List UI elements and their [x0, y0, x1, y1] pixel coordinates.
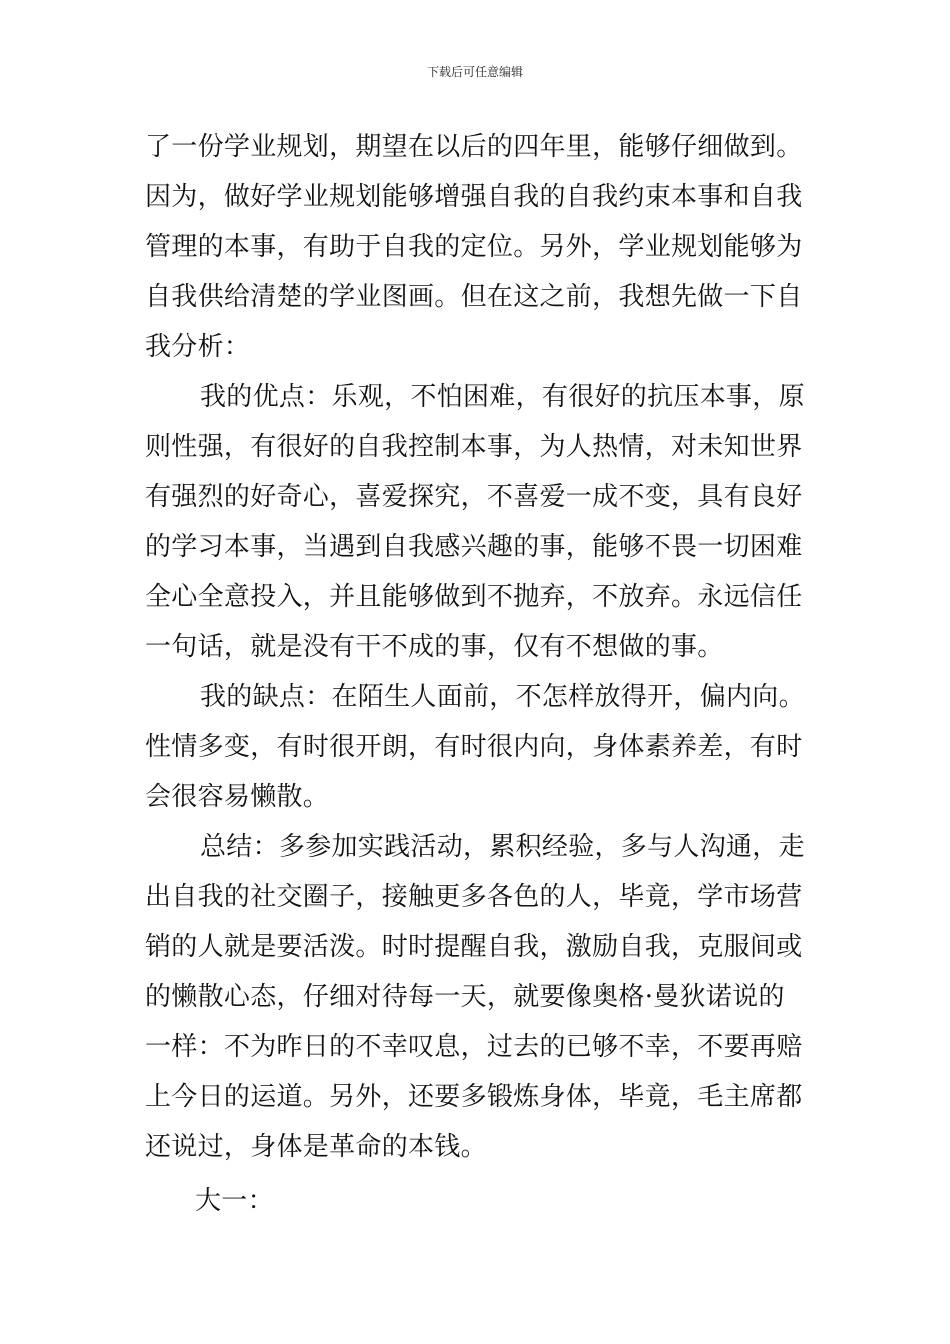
- text-line: 销的人就是要活泼。时时提醒自我，激励自我，克服间或: [145, 932, 803, 962]
- paragraph-strengths-start: 我的优点：乐观，不怕困难，有很好的抗压本事，原: [200, 382, 805, 412]
- paragraph-weaknesses-start: 我的缺点：在陌生人面前，不怎样放得开，偏内向。: [200, 682, 805, 712]
- text-line: 一样：不为昨日的不幸叹息，过去的已够不幸，不要再赔: [145, 1032, 803, 1062]
- text-line: 还说过，身体是革命的本钱。: [145, 1132, 487, 1162]
- paragraph-summary-start: 总结：多参加实践活动，累积经验，多与人沟通，走: [200, 832, 805, 862]
- text-line: 有强烈的好奇心，喜爱探究，不喜爱一成不变，具有良好: [145, 482, 803, 512]
- text-line: 性情多变，有时很开朗，有时很内向，身体素养差，有时: [145, 732, 803, 762]
- text-line: 了一份学业规划，期望在以后的四年里，能够仔细做到。: [145, 132, 803, 162]
- text-line: 则性强，有很好的自我控制本事，为人热情，对未知世界: [145, 432, 803, 462]
- text-line: 全心全意投入，并且能够做到不抛弃，不放弃。永远信任: [145, 582, 803, 612]
- text-line: 因为，做好学业规划能够增强自我的自我约束本事和自我: [145, 182, 803, 212]
- text-line: 的懒散心态，仔细对待每一天，就要像奥格·曼狄诺说的: [145, 982, 785, 1012]
- text-line: 的学习本事，当遇到自我感兴趣的事，能够不畏一切困难: [145, 532, 803, 562]
- text-line: 一句话，就是没有干不成的事，仅有不想做的事。: [145, 632, 724, 662]
- text-line: 管理的本事，有助于自我的定位。另外，学业规划能够为: [145, 232, 803, 262]
- text-line: 出自我的社交圈子，接触更多各色的人，毕竟，学市场营: [145, 882, 803, 912]
- section-heading-freshman: 大一：: [195, 1186, 274, 1216]
- text-line: 我分析：: [145, 332, 251, 362]
- document-body: [145, 122, 809, 1226]
- text-line: 上今日的运道。另外，还要多锻炼身体，毕竟，毛主席都: [145, 1082, 803, 1112]
- text-line: 自我供给清楚的学业图画。但在这之前，我想先做一下自: [145, 282, 803, 312]
- page-header: 下载后可任意编辑: [426, 65, 523, 79]
- text-line: 会很容易懒散。: [145, 782, 330, 812]
